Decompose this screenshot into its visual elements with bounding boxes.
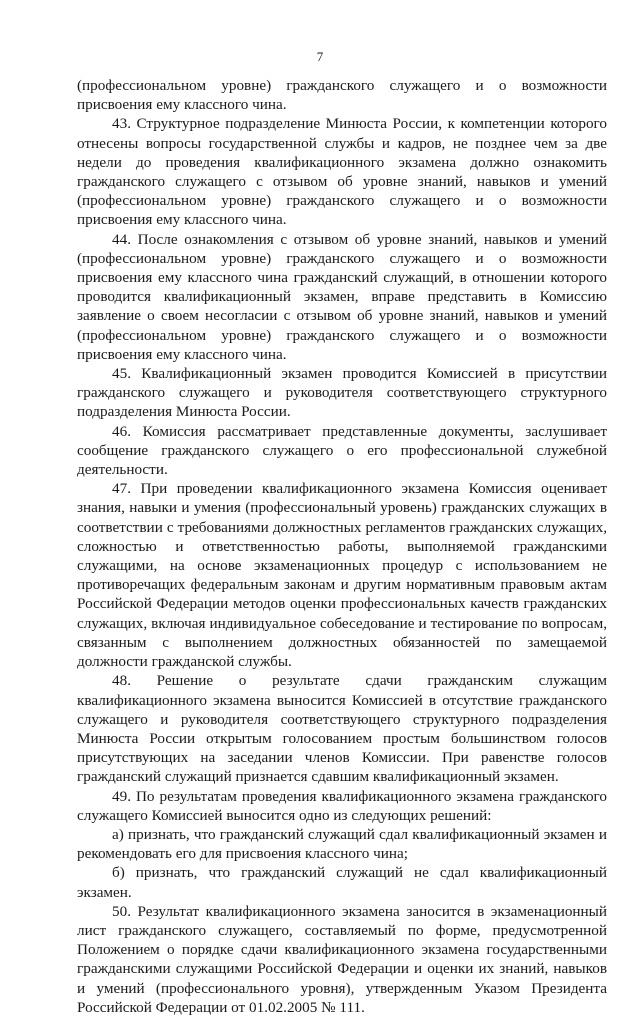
paragraph-48: 48. Решение о результате сдачи гражданским служащим квалификационного экзамена выносится Комиссией в отсутствие гражданского служащего и руководителя соответствующего структурного подразделения Минюста России открытым голосованием простым большинством голосов присутствующих на заседании членов Комиссии. При равенстве голосов гражданский служащий признается сдавшим квалификационный экзамен. xyxy=(77,672,607,786)
paragraph-49-a: а) признать, что гражданский служащий сдал квалификационный экзамен и рекомендовать его для присвоения классного чина; xyxy=(77,825,607,863)
paragraph-47: 47. При проведении квалификационного экзамена Комиссия оценивает знания, навыки и умения (профессиональный уровень) гражданских служащих в соответствии с требованиями должностных регламентов гражданских служащих, сложностью и ответственностью работы, выполняемой гражданскими служащими, на основе экзаменационных процедур с использованием не противоречащих федеральным законам и другим нормативным правовым актам Российской Федерации методов оценки профессиональных качеств гражданских служащих, включая индивидуальное собеседование и тестирование по вопросам, связанным с выполнением должностных обязанностей по замещаемой должности гражданской службы. xyxy=(77,480,607,671)
paragraph-44: 44. После ознакомления с отзывом об уровне знаний, навыков и умений (профессиональном уровне) гражданского служащего и о возможности присвоения ему классного чина гражданский служащий, в отношении которого проводится квалификационный экзамен, вправе представить в Комиссию заявление о своем несогласии с отзывом об уровне знаний, навыков и умений (профессиональном уровне) гражданского служащего и о возможности присвоения ему классного чина. xyxy=(77,230,607,363)
paragraph-50: 50. Результат квалификационного экзамена заносится в экзаменационный лист гражданского служащего, составляемый по форме, предусмотренной Положением о порядке сдачи квалификационного экзамена государственными гражданскими служащими Российской Федерации и оценки их знаний, навыков и умений (профессионального уровня), утвержденным Указом Президента Российской Федерации от 01.02.2005 № 111. xyxy=(77,902,607,1016)
paragraph-43: 43. Структурное подразделение Минюста России, к компетенции которого отнесены вопросы государственной службы и кадров, не позднее чем за две недели до проведения квалификационного экзамена должно ознакомить гражданского служащего с отзывом об уровне знаний, навыков и умений (профессиональном уровне) гражданского служащего и о возможности присвоения ему классного чина. xyxy=(77,115,607,229)
paragraph-46: 46. Комиссия рассматривает представленные документы, заслушивает сообщение гражданского служащего о его профессиональной служебной деятельности. xyxy=(77,422,607,479)
page-number: 7 xyxy=(316,49,324,64)
paragraph-49: 49. По результатам проведения квалификационного экзамена гражданского служащего Комиссией выносится одно из следующих решений: xyxy=(77,787,607,824)
paragraph-45: 45. Квалификационный экзамен проводится Комиссией в присутствии гражданского служащего и руководителя соответствующего структурного подразделения Минюста России. xyxy=(77,365,607,421)
document-body xyxy=(77,76,607,1017)
paragraph-49-b: б) признать, что гражданский служащий не сдал квалификационный экзамен. xyxy=(77,864,607,901)
paragraph-continuation: (профессиональном уровне) гражданского служащего и о возможности присвоения ему классного чина. xyxy=(77,77,607,114)
